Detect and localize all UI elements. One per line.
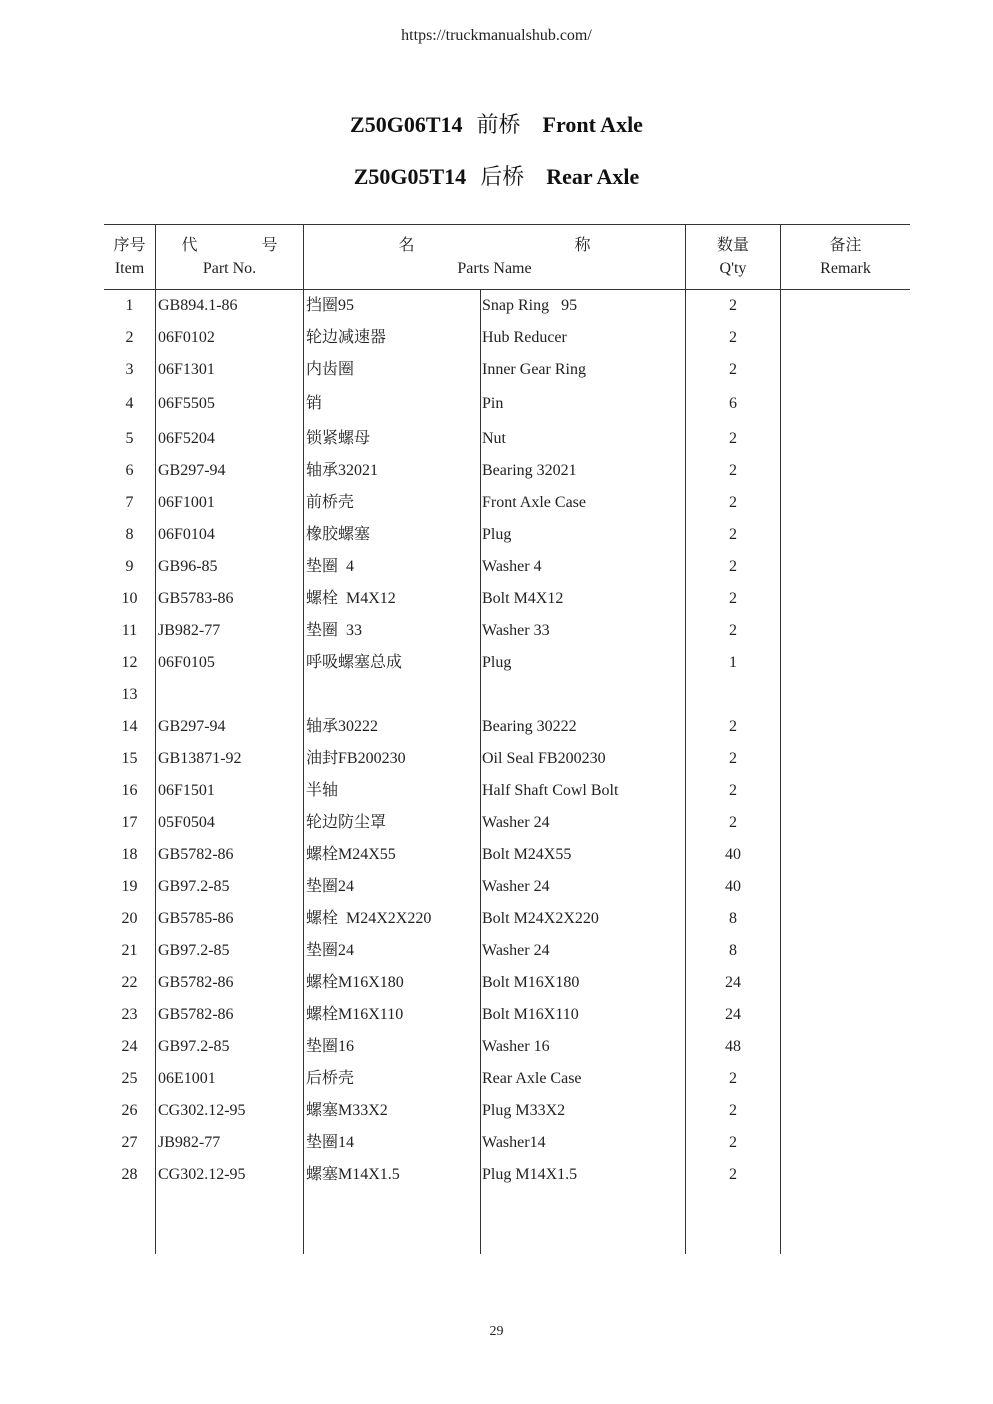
table-row xyxy=(104,388,910,420)
parts-table xyxy=(104,224,910,1254)
cell-name-zh: 挡圈95 xyxy=(306,297,355,314)
cell-remark xyxy=(782,775,910,807)
cell-part-no: GB97.2-85 xyxy=(158,942,230,959)
cell-qty: 40 xyxy=(725,846,741,863)
header-parts-name xyxy=(304,224,685,290)
cell-item: 10 xyxy=(121,590,138,607)
cell-qty: 24 xyxy=(725,1006,741,1023)
cell-part-no: 06F1301 xyxy=(158,361,215,378)
header-qty-zh: 数量 xyxy=(716,237,749,254)
cell-name-zh: 内齿圈 xyxy=(306,361,355,378)
cell-qty: 2 xyxy=(729,558,737,575)
table-row xyxy=(104,647,910,679)
cell-qty: 2 xyxy=(729,526,737,543)
cell-name-zh xyxy=(306,679,478,711)
cell-part-no: GB97.2-85 xyxy=(158,1038,230,1055)
cell-remark xyxy=(782,903,910,935)
cell-remark xyxy=(782,388,910,420)
cell-item: 25 xyxy=(121,1070,138,1087)
cell-part-no: 06F5505 xyxy=(158,395,215,412)
cell-name-en: Plug M14X1.5 xyxy=(482,1166,578,1183)
cell-item: 23 xyxy=(121,1006,138,1023)
header-qty xyxy=(686,224,780,290)
cell-item: 14 xyxy=(121,718,138,735)
title-rear-code: Z50G05T14 xyxy=(353,164,467,189)
title-rear-zh: 后桥 xyxy=(480,164,525,189)
cell-name-en: Bolt M16X110 xyxy=(482,1006,579,1023)
header-item-zh: 序号 xyxy=(113,237,146,254)
cell-name-en: Half Shaft Cowl Bolt xyxy=(482,782,619,799)
cell-qty: 2 xyxy=(729,718,737,735)
cell-item: 27 xyxy=(121,1134,138,1151)
cell-remark xyxy=(782,743,910,775)
title-front-en: Front Axle xyxy=(542,112,643,137)
cell-part-no: GB297-94 xyxy=(158,718,226,735)
header-name-zh-right: 称 xyxy=(574,237,591,254)
title-front-zh: 前桥 xyxy=(476,112,521,137)
cell-name-zh: 轮边减速器 xyxy=(306,329,387,346)
cell-qty: 40 xyxy=(725,878,741,895)
cell-item: 4 xyxy=(125,395,134,412)
table-row xyxy=(104,1031,910,1063)
table-row xyxy=(104,871,910,903)
cell-name-en: Washer 16 xyxy=(482,1038,550,1055)
table-row xyxy=(104,322,910,354)
cell-name-zh: 螺栓 M4X12 xyxy=(306,590,396,607)
table-row xyxy=(104,711,910,743)
cell-name-en xyxy=(482,679,684,711)
cell-name-zh: 螺塞M33X2 xyxy=(306,1102,388,1119)
table-row xyxy=(104,1063,910,1095)
cell-part-no: CG302.12-95 xyxy=(158,1102,246,1119)
cell-item: 22 xyxy=(121,974,138,991)
cell-name-en: Washer14 xyxy=(482,1134,546,1151)
cell-name-zh: 轮边防尘罩 xyxy=(306,814,387,831)
cell-qty: 2 xyxy=(729,462,737,479)
cell-remark xyxy=(782,519,910,551)
table-row xyxy=(104,423,910,455)
cell-part-no: GB97.2-85 xyxy=(158,878,230,895)
cell-part-no: GB5783-86 xyxy=(158,590,234,607)
cell-part-no: JB982-77 xyxy=(158,622,221,639)
cell-part-no: CG302.12-95 xyxy=(158,1166,246,1183)
cell-name-zh: 油封FB200230 xyxy=(306,750,406,767)
cell-remark xyxy=(782,455,910,487)
cell-item: 15 xyxy=(121,750,138,767)
table-row xyxy=(104,487,910,519)
header-item-en: Item xyxy=(114,260,145,277)
cell-part-no xyxy=(158,679,304,711)
cell-item: 26 xyxy=(121,1102,138,1119)
cell-item: 12 xyxy=(121,654,138,671)
cell-qty: 2 xyxy=(729,1166,737,1183)
cell-qty: 2 xyxy=(729,494,737,511)
cell-part-no: 06F0105 xyxy=(158,654,215,671)
cell-qty: 48 xyxy=(725,1038,741,1055)
cell-part-no: 06F0104 xyxy=(158,526,215,543)
title-rear-en: Rear Axle xyxy=(546,164,640,189)
cell-remark xyxy=(782,1031,910,1063)
cell-name-zh: 锁紧螺母 xyxy=(306,430,371,447)
header-url[interactable]: https://truckmanualshub.com/ xyxy=(401,27,592,44)
cell-part-no: GB5782-86 xyxy=(158,974,234,991)
cell-name-en: Rear Axle Case xyxy=(482,1070,582,1087)
cell-qty: 2 xyxy=(729,297,737,314)
cell-remark xyxy=(782,551,910,583)
cell-name-zh: 后桥壳 xyxy=(306,1070,355,1087)
cell-name-en: Pin xyxy=(482,395,504,412)
cell-name-en: Washer 24 xyxy=(482,942,550,959)
cell-item: 2 xyxy=(125,329,134,346)
cell-item: 11 xyxy=(121,622,138,639)
cell-name-en: Washer 4 xyxy=(482,558,542,575)
header-part-no xyxy=(156,224,303,290)
cell-remark xyxy=(782,839,910,871)
cell-item: 8 xyxy=(125,526,134,543)
cell-name-zh: 垫圈 33 xyxy=(306,622,363,639)
table-row xyxy=(104,519,910,551)
cell-item: 1 xyxy=(125,297,134,314)
cell-name-zh: 螺塞M14X1.5 xyxy=(306,1166,400,1183)
table-row xyxy=(104,679,910,711)
cell-name-en: Plug xyxy=(482,654,512,671)
cell-qty: 1 xyxy=(729,654,737,671)
cell-remark xyxy=(782,487,910,519)
cell-qty: 8 xyxy=(729,942,737,959)
cell-remark xyxy=(782,1159,910,1191)
table-row xyxy=(104,1127,910,1159)
cell-qty: 2 xyxy=(729,814,737,831)
cell-remark xyxy=(782,322,910,354)
cell-remark xyxy=(782,423,910,455)
cell-qty: 2 xyxy=(729,1134,737,1151)
cell-name-zh: 垫圈16 xyxy=(306,1038,355,1055)
cell-item: 3 xyxy=(125,361,134,378)
header-remark-en: Remark xyxy=(820,260,871,277)
cell-remark xyxy=(782,807,910,839)
header-remark xyxy=(781,224,910,290)
cell-name-zh: 垫圈14 xyxy=(306,1134,355,1151)
cell-name-en: Hub Reducer xyxy=(482,329,567,346)
table-row xyxy=(104,935,910,967)
cell-name-zh: 螺栓 M24X2X220 xyxy=(306,910,432,927)
cell-name-en: Bearing 32021 xyxy=(482,462,577,479)
table-row xyxy=(104,1095,910,1127)
cell-qty: 24 xyxy=(725,974,741,991)
table-row xyxy=(104,775,910,807)
cell-name-zh: 螺栓M24X55 xyxy=(306,846,396,863)
cell-remark xyxy=(782,1095,910,1127)
table-row xyxy=(104,903,910,935)
cell-part-no: GB5782-86 xyxy=(158,846,234,863)
cell-item: 17 xyxy=(121,814,138,831)
header-name-en: Parts Name xyxy=(457,260,532,277)
cell-remark xyxy=(782,583,910,615)
title-front-code: Z50G06T14 xyxy=(350,112,463,137)
table-row xyxy=(104,839,910,871)
cell-part-no: GB5785-86 xyxy=(158,910,234,927)
cell-qty: 2 xyxy=(729,590,737,607)
table-row xyxy=(104,1159,910,1191)
cell-name-zh: 销 xyxy=(306,395,323,412)
cell-item: 20 xyxy=(121,910,138,927)
cell-item: 16 xyxy=(121,782,138,799)
table-row xyxy=(104,999,910,1031)
cell-name-zh: 前桥壳 xyxy=(306,494,355,511)
header-qty-en: Q'ty xyxy=(719,260,747,277)
cell-name-en: Bolt M24X2X220 xyxy=(482,910,599,927)
cell-name-zh: 橡胶螺塞 xyxy=(306,526,371,543)
cell-name-zh: 垫圈 4 xyxy=(306,558,355,575)
cell-qty: 2 xyxy=(729,782,737,799)
cell-part-no: 06F1001 xyxy=(158,494,215,511)
cell-name-en: Bolt M24X55 xyxy=(482,846,572,863)
cell-name-en: Washer 24 xyxy=(482,814,550,831)
table-row xyxy=(104,967,910,999)
header-partno-en: Part No. xyxy=(202,260,257,277)
cell-item: 7 xyxy=(125,494,134,511)
cell-name-en: Inner Gear Ring xyxy=(482,361,586,378)
page-number: 29 xyxy=(489,1324,504,1339)
cell-remark xyxy=(782,615,910,647)
title-front-axle xyxy=(0,108,993,139)
table-row xyxy=(104,354,910,386)
title-rear-axle xyxy=(0,160,993,191)
cell-remark xyxy=(782,935,910,967)
cell-name-en: Bolt M16X180 xyxy=(482,974,580,991)
cell-qty xyxy=(686,679,780,711)
cell-name-en: Nut xyxy=(482,430,506,447)
cell-qty: 2 xyxy=(729,361,737,378)
cell-name-en: Washer 33 xyxy=(482,622,550,639)
table-row xyxy=(104,551,910,583)
cell-item: 19 xyxy=(121,878,138,895)
cell-remark xyxy=(782,354,910,386)
cell-part-no: 06F0102 xyxy=(158,329,215,346)
cell-item: 28 xyxy=(121,1166,138,1183)
cell-qty: 2 xyxy=(729,1070,737,1087)
cell-part-no: 05F0504 xyxy=(158,814,215,831)
header-name-zh-left: 名 xyxy=(398,237,415,254)
cell-qty: 2 xyxy=(729,430,737,447)
cell-name-zh: 垫圈24 xyxy=(306,878,355,895)
cell-name-en: Bearing 30222 xyxy=(482,718,577,735)
table-row xyxy=(104,455,910,487)
header-remark-zh: 备注 xyxy=(829,237,862,254)
cell-name-zh: 螺栓M16X180 xyxy=(306,974,404,991)
cell-part-no: 06F5204 xyxy=(158,430,215,447)
cell-item: 21 xyxy=(121,942,138,959)
cell-name-en: Plug xyxy=(482,526,512,543)
cell-remark xyxy=(782,871,910,903)
cell-part-no: 06E1001 xyxy=(158,1070,216,1087)
cell-remark xyxy=(782,647,910,679)
cell-name-en: Snap Ring 95 xyxy=(482,297,578,314)
header-partno-zh-right: 号 xyxy=(261,237,278,254)
cell-item: 18 xyxy=(121,846,138,863)
cell-remark xyxy=(782,679,910,711)
cell-name-en: Front Axle Case xyxy=(482,494,586,511)
cell-name-zh: 半轴 xyxy=(306,782,339,799)
cell-name-zh: 螺栓M16X110 xyxy=(306,1006,404,1023)
cell-qty: 2 xyxy=(729,329,737,346)
cell-remark xyxy=(782,1127,910,1159)
table-row xyxy=(104,743,910,775)
cell-name-zh: 垫圈24 xyxy=(306,942,355,959)
cell-part-no: JB982-77 xyxy=(158,1134,221,1151)
cell-name-en: Plug M33X2 xyxy=(482,1102,566,1119)
cell-qty: 6 xyxy=(729,395,737,412)
cell-remark xyxy=(782,967,910,999)
cell-remark xyxy=(782,711,910,743)
cell-name-en: Oil Seal FB200230 xyxy=(482,750,606,767)
cell-item: 9 xyxy=(125,558,134,575)
cell-name-en: Washer 24 xyxy=(482,878,550,895)
cell-part-no: 06F1501 xyxy=(158,782,215,799)
cell-remark xyxy=(782,999,910,1031)
cell-part-no: GB96-85 xyxy=(158,558,218,575)
cell-item: 6 xyxy=(125,462,134,479)
cell-qty: 8 xyxy=(729,910,737,927)
cell-part-no: GB297-94 xyxy=(158,462,226,479)
cell-remark xyxy=(782,290,910,322)
table-row xyxy=(104,615,910,647)
cell-qty: 2 xyxy=(729,1102,737,1119)
table-row xyxy=(104,583,910,615)
cell-name-zh: 轴承30222 xyxy=(306,718,379,735)
cell-part-no: GB894.1-86 xyxy=(158,297,238,314)
cell-qty: 2 xyxy=(729,622,737,639)
table-row xyxy=(104,290,910,322)
cell-item: 13 xyxy=(121,686,138,703)
header-partno-zh-left: 代 xyxy=(181,237,198,254)
cell-remark xyxy=(782,1063,910,1095)
cell-part-no: GB5782-86 xyxy=(158,1006,234,1023)
table-row xyxy=(104,807,910,839)
cell-name-zh: 轴承32021 xyxy=(306,462,379,479)
cell-item: 24 xyxy=(121,1038,138,1055)
header-item xyxy=(104,224,155,290)
cell-item: 5 xyxy=(125,430,134,447)
cell-name-en: Bolt M4X12 xyxy=(482,590,564,607)
cell-qty: 2 xyxy=(729,750,737,767)
cell-part-no: GB13871-92 xyxy=(158,750,242,767)
cell-name-zh: 呼吸螺塞总成 xyxy=(306,654,403,671)
